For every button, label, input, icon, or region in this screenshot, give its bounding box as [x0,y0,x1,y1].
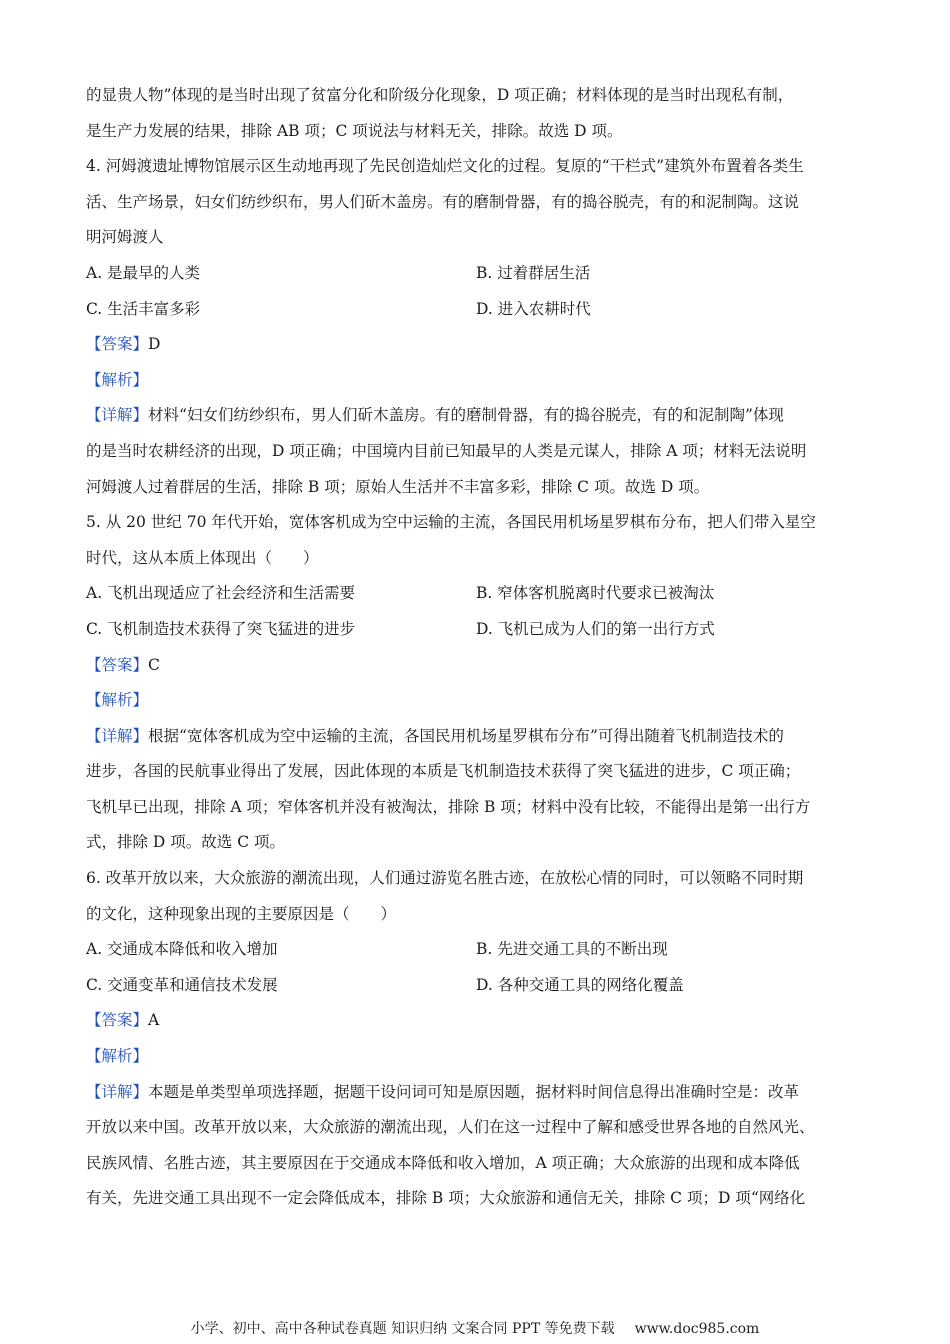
answer-value: A [148,1011,160,1030]
question-6-options-row [86,932,866,968]
text-line: 的显贵人物”体现的是当时出现了贫富分化和阶级分化现象，D 项正确；材料体现的是当时出现私有制， [86,86,794,104]
analysis-tag: 【解析】 [86,691,149,710]
question-6-stem: 的文化，这种现象出现的主要原因是（ ） [86,904,397,923]
detail-text: 本题是单类型单项选择题，据题干设问词可知是原因题，据材料时间信息得出准确时空是：改革 [148,1082,800,1101]
page-footer [0,1318,950,1338]
analysis-tag: 【解析】 [86,1047,149,1066]
option-d: D. 各种交通工具的网络化覆盖 [476,975,684,994]
question-4-stem: 明河姆渡人 [86,228,164,247]
detail-tag: 【详解】 [86,406,149,425]
option-a: A. 飞机出现适应了社会经济和生活需要 [86,584,356,603]
question-5-stem: 5. 从 20 世纪 70 年代开始，宽体客机成为空中运输的主流，各国民用机场星罗棋布分布，把人们带入星空 [86,513,816,532]
detail-line [86,398,866,434]
question-4-stem: 活、生产场景，妇女们纺纱织布，男人们斫木盖房。有的磨制骨器，有的捣谷脱壳，有的和泥制陶。这说 [86,192,800,211]
question-5-options-row [86,576,866,612]
detail-tag: 【详解】 [86,726,149,745]
answer-line [86,648,866,684]
text-line: 是生产力发展的结果，排除 AB 项；C 项说法与材料无关，排除。故选 D 项。 [86,121,623,140]
option-b: B. 过着群居生活 [476,263,591,282]
answer-line [86,327,866,363]
detail-text: 开放以来中国。改革开放以来，大众旅游的潮流出现，人们在这一过程中了解和感受世界各地的自然风光、 [86,1118,815,1137]
question-5-options-row [86,612,866,648]
answer-value: C [148,655,160,674]
analysis-line [86,1039,866,1075]
question-4-options-row [86,292,866,328]
answer-value: D [148,335,161,354]
question-5-stem: 时代，这从本质上体现出（ ） [86,548,319,567]
option-b: B. 窄体客机脱离时代要求已被淘汰 [476,584,715,603]
option-c: C. 生活丰富多彩 [86,299,201,318]
detail-line [86,1075,866,1111]
detail-text: 的是当时农耕经济的出现，D 项正确；中国境内目前已知最早的人类是元谋人，排除 A 项；材料无法说明 [86,441,807,460]
detail-text: 根据“宽体客机成为空中运输的主流，各国民用机场星罗棋布分布”可得出随着飞机制造技术的 [148,726,784,745]
analysis-tag: 【解析】 [86,370,149,389]
option-a: A. 是最早的人类 [86,263,201,282]
option-d: D. 飞机已成为人们的第一出行方式 [476,619,715,638]
answer-line [86,1003,866,1039]
detail-line [86,719,866,755]
detail-text: 飞机早已出现，排除 A 项；窄体客机并没有被淘汰，排除 B 项；材料中没有比较，不能得出是第一出行方 [86,797,811,816]
detail-text: 材料“妇女们纺纱织布，男人们斫木盖房。有的磨制骨器，有的捣谷脱壳，有的和泥制陶”体现 [148,406,784,425]
document-content [86,78,866,1217]
analysis-line [86,683,866,719]
option-c: C. 飞机制造技术获得了突飞猛进的进步 [86,619,356,638]
answer-tag: 【答案】 [86,335,149,354]
detail-tag: 【详解】 [86,1082,149,1101]
analysis-line [86,363,866,399]
question-4-stem: 4. 河姆渡遗址博物馆展示区生动地再现了先民创造灿烂文化的过程。复原的“干栏式”建筑外布置着各类生 [86,157,804,176]
option-d: D. 进入农耕时代 [476,299,591,318]
detail-text: 式，排除 D 项。故选 C 项。 [86,833,285,852]
option-b: B. 先进交通工具的不断出现 [476,940,668,959]
detail-text: 河姆渡人过着群居的生活，排除 B 项；原始人生活并不丰富多彩，排除 C 项。故选 D 项。 [86,477,710,496]
option-c: C. 交通变革和通信技术发展 [86,975,278,994]
detail-text: 民族风情、名胜古迹，其主要原因在于交通成本降低和收入增加，A 项正确；大众旅游的出现和成本降低 [86,1153,800,1172]
footer-text: 小学、初中、高中各种试卷真题 知识归纳 文案合同 PPT 等免费下载 [190,1321,615,1337]
question-4-options-row [86,256,866,292]
answer-tag: 【答案】 [86,1011,149,1030]
question-6-options-row [86,968,866,1004]
option-a: A. 交通成本降低和收入增加 [86,940,278,959]
footer-site-link[interactable]: www.doc985.com [634,1321,760,1337]
detail-text: 有关，先进交通工具出现不一定会降低成本，排除 B 项；大众旅游和通信无关，排除 C 项；D 项“网络化 [86,1189,806,1208]
answer-tag: 【答案】 [86,655,149,674]
question-6-stem: 6. 改革开放以来，大众旅游的潮流出现，人们通过游览名胜古迹，在放松心情的同时，可以领略不同时期 [86,869,804,888]
detail-text: 进步，各国的民航事业得出了发展，因此体现的本质是飞机制造技术获得了突飞猛进的进步，C 项正确； [86,762,801,781]
